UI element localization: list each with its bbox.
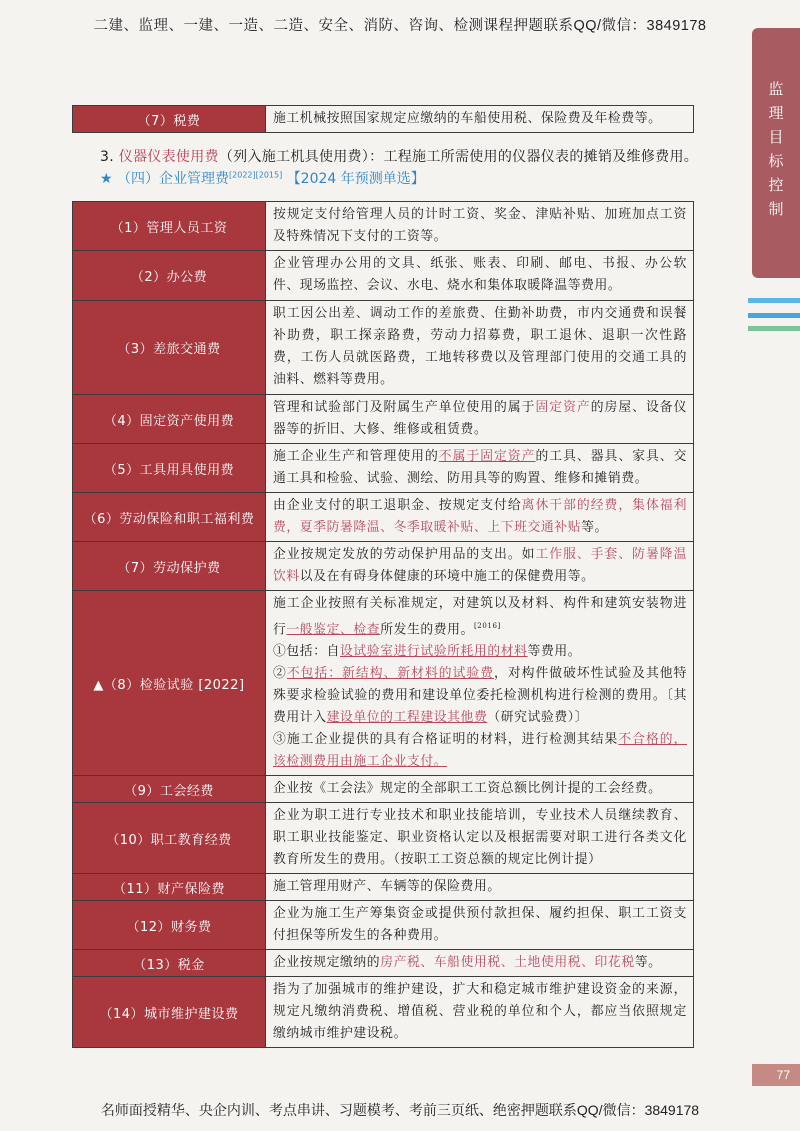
table-row [73, 591, 694, 776]
text: ③施工企业提供的具有合格证明的材料，进行检测其结果 [273, 732, 619, 748]
paragraph [273, 663, 687, 729]
row-desc: 指为了加强城市的维护建设，扩大和稳定城市维护建设资金的来源，规定凡缴纳消费税、增值税、营业税的单位和个人，都应当依照规定缴纳城市维护建设税。 [266, 977, 694, 1048]
table-row [73, 950, 694, 977]
section-heading [100, 168, 425, 188]
color-stripe [748, 326, 800, 331]
paragraph [273, 641, 687, 663]
color-stripe [748, 313, 800, 318]
row-label: （7）税费 [73, 106, 266, 133]
text: 管理和试验部门及附属生产单位使用的属于 [273, 400, 536, 415]
row-desc: 职工因公出差、调动工作的差旅费、住勤补助费，市内交通费和误餐补助费，职工探亲路费，劳动力招募费，职工退休、退职一次性路费，工伤人员就医路费，工地转移费以及管理部门使用的交通工具的油料、燃料等费用。 [266, 301, 694, 395]
row-desc [266, 542, 694, 591]
row-label: （14）城市维护建设费 [73, 977, 266, 1048]
row-label: （10）职工教育经费 [73, 803, 266, 874]
header-banner: 二建、监理、一建、一造、二造、安全、消防、咨询、检测课程押题联系QQ/微信：3849178 [93, 18, 707, 34]
row-desc: 企业为施工生产筹集资金或提供预付款担保、履约担保、职工工资支付担保等所发生的各种费用。 [266, 901, 694, 950]
text: 所发生的费用。 [380, 622, 474, 638]
text: 以及在有碍身体健康的环境中施工的保健费用等。 [299, 569, 595, 584]
highlight: 一般鉴定、检查 [286, 622, 381, 638]
row-label: （9）工会经费 [73, 776, 266, 803]
highlight: 不包括：新结构、新材料的试验费 [286, 666, 495, 682]
tax-table [72, 105, 694, 133]
text: 的工具、器具、家具、交通工具和检验、试验、测绘、防用具等的购置、维修和摊销费。 [273, 449, 687, 486]
text: 企业按规定缴纳的 [273, 955, 381, 971]
row-label: （13）税金 [73, 950, 266, 977]
text: （研究试验费）〕 [487, 710, 589, 726]
highlight: 房产税、车船使用税、土地使用税、印花税 [380, 955, 635, 971]
row-desc: 施工机械按照国家规定应缴纳的车船使用税、保险费及年检费等。 [266, 106, 694, 133]
highlight: 不合格的，该检测费用由施工企业支付。 [273, 732, 688, 770]
row-desc [266, 395, 694, 444]
paragraph [273, 729, 687, 773]
exam-year: [2016] [473, 622, 501, 630]
text: 等费用。 [527, 644, 582, 660]
paren: （列入施工机具使用费） [218, 149, 370, 165]
highlight: 不属于固定资产 [438, 449, 536, 464]
exam-years: [2022][2015] [229, 170, 283, 180]
row-label: （1）管理人员工资 [73, 202, 266, 251]
row-label: （3）差旅交通费 [73, 301, 266, 395]
row-desc [266, 493, 694, 542]
text: 等。 [634, 955, 662, 971]
row-desc: 企业按《工会法》规定的全部职工工资总额比例计提的工会经费。 [266, 776, 694, 803]
table-row [73, 444, 694, 493]
item-number: 3. [100, 149, 114, 165]
table-row [73, 106, 694, 133]
table-row [73, 542, 694, 591]
table-row [73, 395, 694, 444]
table-row [73, 901, 694, 950]
table-row [73, 874, 694, 901]
row-label: （11）财产保险费 [73, 874, 266, 901]
footer-banner: 名师面授精华、央企内训、考点串讲、习题模考、考前三页纸、绝密押题联系QQ/微信：3849178 [100, 1102, 700, 1118]
term: 仪器仪表使用费 [118, 149, 219, 165]
highlight: 工作服、手套、防暑降温饮料 [273, 547, 687, 584]
table-row [73, 493, 694, 542]
row-desc: 按规定支付给管理人员的计时工资、奖金、津贴补贴、加班加点工资及特殊情况下支付的工资等。 [266, 202, 694, 251]
table-row [73, 301, 694, 395]
row-label: （12）财务费 [73, 901, 266, 950]
side-tab-label: 监理目标控制 [766, 81, 785, 225]
instrument-fee-line [100, 146, 698, 166]
text: ，对构件做破坏性试验及其他特殊要求检验试验的费用和建设单位委托检测机构进行检测的费用。〔其费用计入 [273, 666, 688, 726]
definition: ：工程施工所需使用的仪器仪表的摊销及维修费用。 [369, 149, 699, 165]
highlight: 离休干部的经费，集体福利费，夏季防暑降温、冬季取暖补贴、上下班交通补贴 [273, 498, 687, 535]
side-tab[interactable] [752, 28, 800, 278]
text: 的房屋、设备仪器等的折旧、大修、维修或租赁费。 [273, 400, 688, 437]
table-row [73, 803, 694, 874]
row-desc: 施工管理用财产、车辆等的保险费用。 [266, 874, 694, 901]
star-icon: ★ [100, 171, 113, 187]
row-label: （4）固定资产使用费 [73, 395, 266, 444]
color-stripe [748, 298, 800, 303]
text: ② [273, 666, 287, 682]
management-fee-table [72, 201, 694, 1048]
table-row [73, 202, 694, 251]
text: 施工企业按照有关标准规定，对建筑以及材料、构件和建筑安装物进行 [273, 596, 687, 638]
table-row [73, 251, 694, 301]
text: 企业按规定发放的劳动保护用品的支出。如 [273, 547, 536, 562]
highlight: 固定资产 [535, 400, 591, 415]
row-label: （2）办公费 [73, 251, 266, 301]
row-label: （5）工具用具使用费 [73, 444, 266, 493]
row-desc: 企业管理办公用的文具、纸张、账表、印刷、邮电、书报、办公软件、现场监控、会议、水电、烧水和集体取暖降温等费用。 [266, 251, 694, 301]
highlight: 设试验室进行试验所耗用的材料 [339, 644, 528, 660]
paragraph [273, 593, 687, 641]
row-label: ▲（8）检验试验 [2022] [73, 591, 266, 776]
text: 等。 [581, 520, 608, 535]
table-row [73, 776, 694, 803]
row-desc [266, 444, 694, 493]
row-label: （7）劳动保护费 [73, 542, 266, 591]
text: ①包括：自 [273, 644, 340, 660]
text: 由企业支付的职工退职金、按规定支付给 [273, 498, 522, 513]
row-label: （6）劳动保险和职工福利费 [73, 493, 266, 542]
row-desc [266, 950, 694, 977]
row-desc [266, 591, 694, 776]
table-row [73, 977, 694, 1048]
row-desc: 企业为职工进行专业技术和职业技能培训，专业技术人员继续教育、职工职业技能鉴定、职业资格认定以及根据需要对职工进行各类文化教育所发生的费用。（按职工工资总额的规定比例计提） [266, 803, 694, 874]
section-title: （四）企业管理费 [117, 171, 230, 187]
page-number: 77 [752, 1064, 800, 1086]
highlight: 建设单位的工程建设其他费 [326, 710, 488, 726]
text: 施工企业生产和管理使用的 [273, 449, 439, 464]
section-tag: 【2024 年预测单选】 [286, 171, 425, 187]
